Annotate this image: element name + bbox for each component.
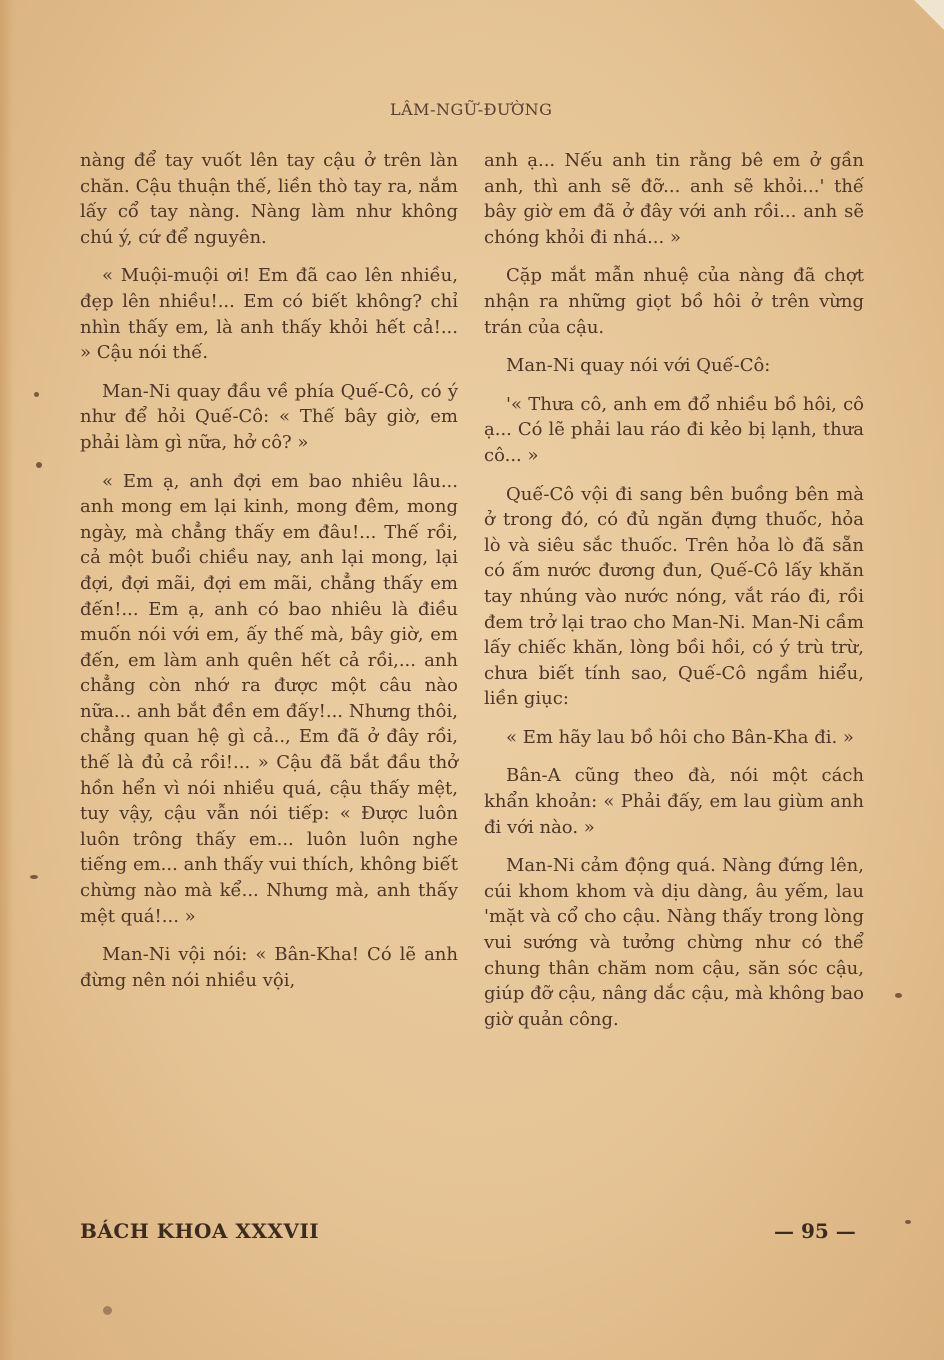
running-header: LÂM-NGỮ-ĐƯỜNG bbox=[390, 100, 553, 119]
folded-corner bbox=[914, 0, 944, 30]
paragraph: Man-Ni quay đầu về phía Quế-Cô, có ý như để hỏi Quế-Cô: « Thế bây giờ, em phải làm gì nữa, hở cô? » bbox=[80, 380, 458, 453]
ink-speck bbox=[895, 993, 902, 998]
ink-speck bbox=[30, 875, 38, 879]
ink-speck bbox=[34, 392, 39, 397]
page-edge-shadow bbox=[0, 0, 14, 1360]
paragraph: nàng để tay vuốt lên tay cậu ở trên làn chăn. Cậu thuận thế, liền thò tay ra, nắm lấy cổ tay nàng. Nàng làm như không chú ý, cứ để nguyên. bbox=[80, 150, 458, 248]
ink-speck bbox=[36, 462, 42, 468]
publication-footer: BÁCH KHOA XXXVII bbox=[80, 1219, 320, 1243]
paragraph: '« Thưa cô, anh em đổ nhiều bồ hôi, cô ạ... Có lẽ phải lau ráo đi kẻo bị lạnh, thưa cô... » bbox=[484, 393, 864, 466]
paragraph: « Em ạ, anh đợi em bao nhiêu lâu... anh mong em lại kinh, mong đêm, mong ngày, mà chẳng thấy em đâu!... Thế rồi, cả một buổi chiều nay, anh lại mong, lại đợi, đợi mãi, đợi em mãi, chẳng thấy em đến!... Em ạ, anh có bao nhiêu là điều muốn nói với em, ấy thế mà, bây giờ, em đến, em làm anh quên hết cả rồi,... anh chẳng còn nhớ ra được một câu nào nữa... anh bắt đền em đấy!... Nhưng thôi, chẳng quan hệ gì cả.., Em đã ở đây rồi, thế là đủ cả rồi!... » Cậu đã bắt đầu thở hồn hển vì nói nhiều quá, cậu thấy mệt, tuy vậy, cậu vẫn nói tiếp: « Được luôn luôn trông thấy em... luôn luôn nghe tiếng em... anh thấy vui thích, không biết chừng nào mà kể... Nhưng mà, anh thấy mệt quá!... » bbox=[80, 470, 458, 927]
paragraph: Cặp mắt mẫn nhuệ của nàng đã chợt nhận ra những giọt bồ hôi ở trên vừng trán của cậu. bbox=[484, 265, 864, 338]
left-column bbox=[80, 148, 458, 1006]
paragraph: « Muội-muội ơi! Em đã cao lên nhiều, đẹp lên nhiều!... Em có biết không? chỉ nhìn thấy em, là anh thấy khỏi hết cả!... » Cậu nói thế. bbox=[80, 265, 458, 364]
paragraph: « Em hãy lau bồ hôi cho Bân-Kha đi. » bbox=[506, 726, 854, 748]
right-column bbox=[484, 148, 864, 1045]
page-number: — 95 — bbox=[774, 1219, 856, 1243]
paragraph: Man-Ni cảm động quá. Nàng đứng lên, cúi khom khom và dịu dàng, âu yếm, lau 'mặt và cổ cho cậu. Nàng thấy trong lòng vui sướng và tưởng chừng như có thể chung thân chăm nom cậu, săn sóc cậu, giúp đỡ cậu, nâng dắc cậu, mà không bao giờ quản công. bbox=[484, 855, 864, 1030]
ink-speck bbox=[103, 1306, 112, 1315]
paragraph: Quế-Cô vội đi sang bên buồng bên mà ở trong đó, có đủ ngăn đựng thuốc, hỏa lò và siêu sắc thuốc. Trên hỏa lò đã sẵn có ấm nước đương đun, Quế-Cô lấy khăn tay nhúng vào nước nóng, vắt ráo đi, rồi đem trở lại trao cho Man-Ni. Man-Ni cầm lấy chiếc khăn, lòng bồi hồi, có ý trù trừ, chưa biết tính sao, Quế-Cô ngầm hiểu, liền giục: bbox=[484, 483, 864, 710]
ink-speck bbox=[905, 1220, 911, 1224]
paragraph: Man-Ni vội nói: « Bân-Kha! Có lẽ anh đừng nên nói nhiều vội, bbox=[80, 944, 458, 991]
paragraph: Man-Ni quay nói với Quế-Cô: bbox=[506, 355, 771, 377]
paragraph: anh ạ... Nếu anh tin rằng bê em ở gần anh, thì anh sẽ đỡ... anh sẽ khỏi...' thế bây giờ em đã ở đây với anh rồi... anh sẽ chóng khỏi đi nhá... » bbox=[484, 150, 864, 248]
paragraph: Bân-A cũng theo đà, nói một cách khẩn khoản: « Phải đấy, em lau giùm anh đi với nào. » bbox=[484, 765, 864, 838]
